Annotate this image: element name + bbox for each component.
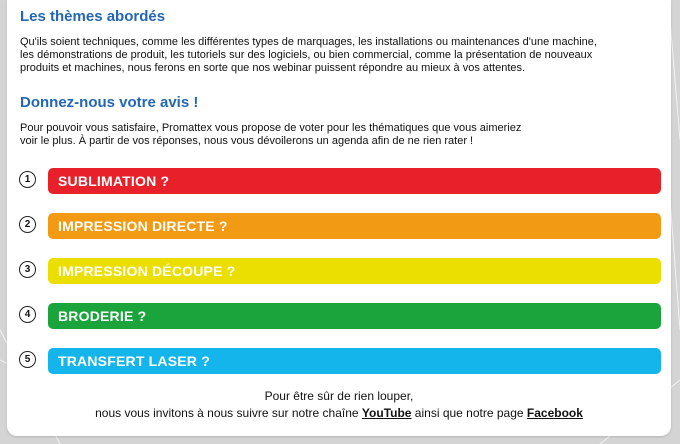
vote-button-label: IMPRESSION DIRECTE ? [58,218,228,234]
vote-button-label: IMPRESSION DÉCOUPE ? [58,263,236,279]
footer-text-middle: ainsi que notre page [411,406,527,420]
topics-paragraph-line-3: produits et machines, nous ferons en sorte que nos webinar puissent répondre au mieux à vos attentes. [20,62,526,74]
vote-button-impression-directe[interactable] [48,213,661,239]
footer-text-before: nous vous invitons à nous suivre sur notre chaîne [95,406,362,420]
youtube-link[interactable]: YouTube [361,406,412,420]
vote-option-2 [19,213,661,239]
vote-option-5 [19,348,661,374]
option-number-badge: 4 [19,306,36,323]
option-number-badge: 2 [19,216,36,233]
topics-title: Les thèmes abordés [20,8,166,25]
facebook-link[interactable]: Facebook [526,406,583,420]
vote-button-impression-decoupe[interactable] [48,258,661,284]
option-number-badge: 1 [19,171,36,188]
footer-line-1: Pour être sûr de rien louper, [264,389,414,403]
content-card [7,0,671,436]
vote-option-3 [19,258,661,284]
vote-button-label: SUBLIMATION ? [58,173,170,189]
topics-paragraph-line-1: Qu'ils soient techniques, comme les différentes types de marquages, les installations ou maintenances d'une machine, [20,36,597,48]
vote-paragraph-line-2: voir le plus. À partir de vos réponses, nous vous dévoilerons un agenda afin de ne rien rater ! [20,135,474,147]
vote-option-4 [19,303,661,329]
vote-button-sublimation[interactable] [48,168,661,194]
vote-option-1 [19,168,661,194]
vote-button-label: BRODERIE ? [58,308,147,324]
vote-button-broderie[interactable] [48,303,661,329]
option-number-badge: 3 [19,261,36,278]
vote-title: Donnez-nous votre avis ! [20,94,199,111]
vote-button-label: TRANSFERT LASER ? [58,353,210,369]
vote-button-transfert-laser[interactable] [48,348,661,374]
topics-paragraph-line-2: les démonstrations de produit, les tutoriels sur des logiciels, ou bien commercial, comme la présentation de nouveaux [20,49,593,61]
vote-paragraph-line-1: Pour pouvoir vous satisfaire, Promattex vous propose de voter pour les thématiques que vous aimeriez [20,122,522,134]
option-number-badge: 5 [19,351,36,368]
footer-line-2 [7,405,671,422]
